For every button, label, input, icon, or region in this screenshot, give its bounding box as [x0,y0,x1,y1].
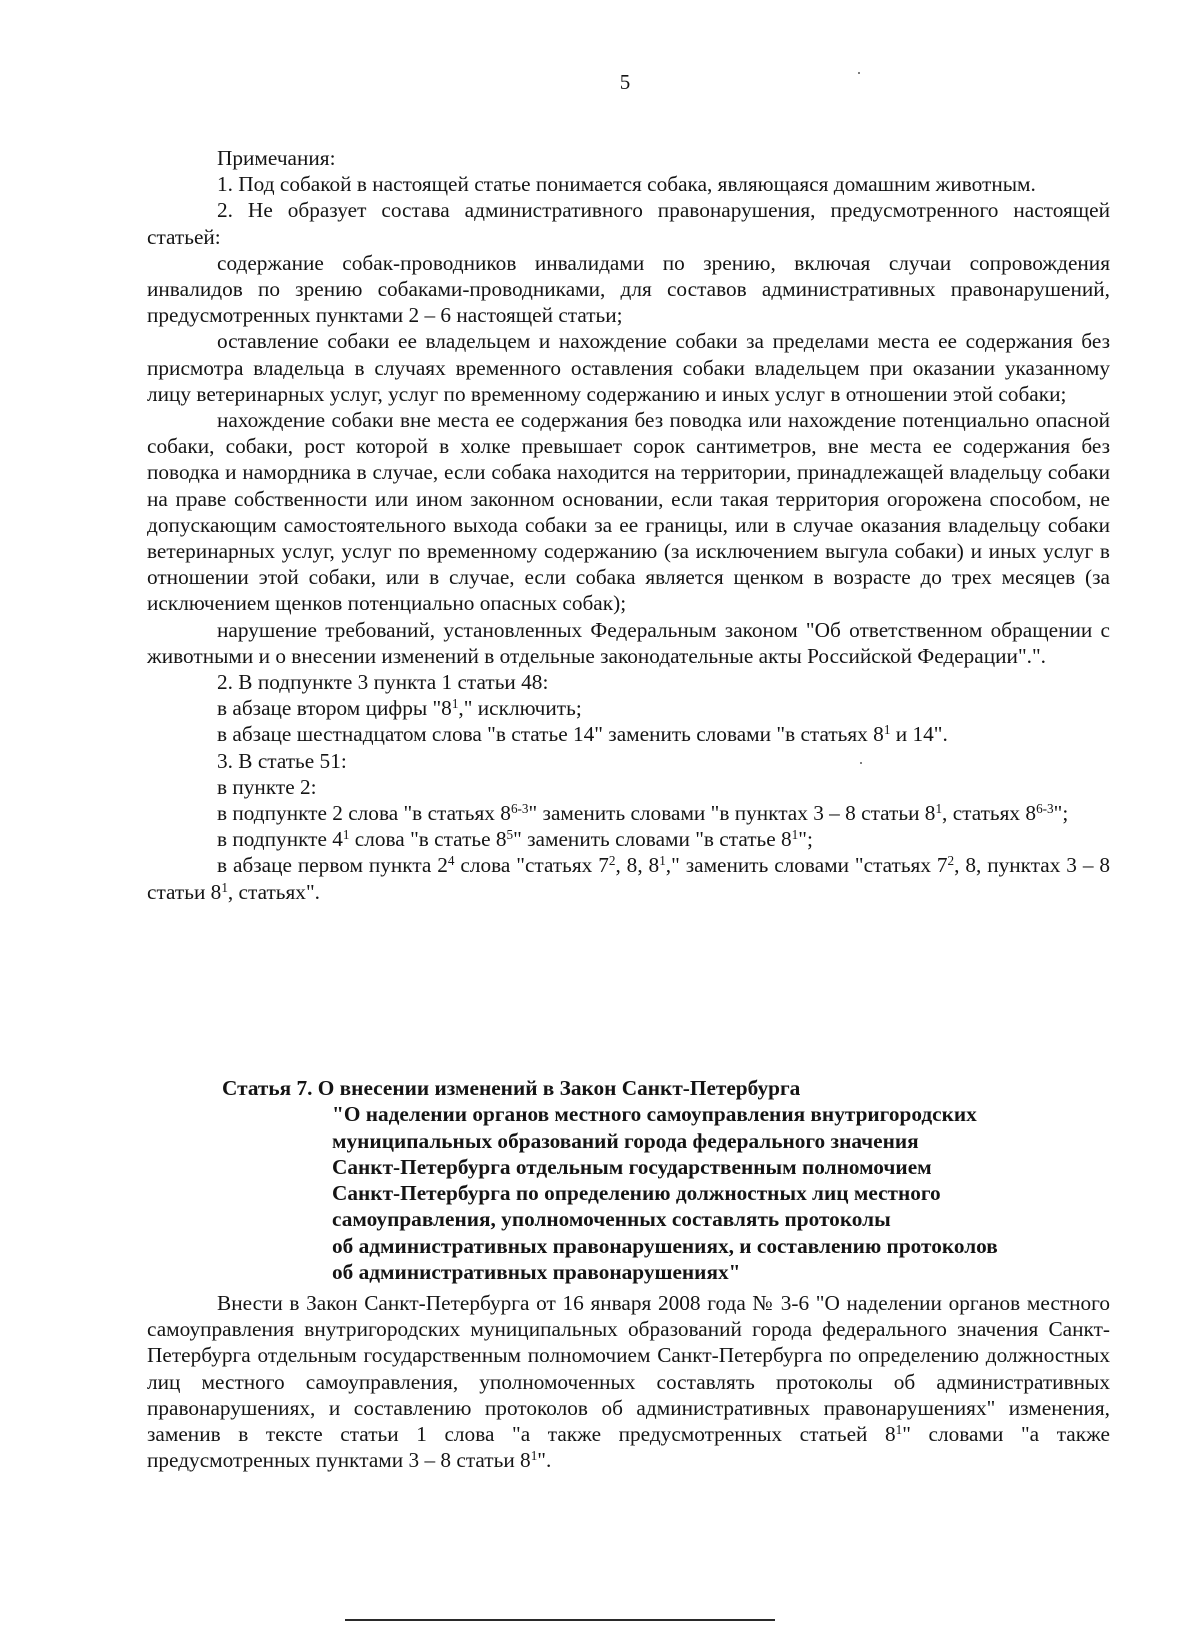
note-2: 2. Не образует состава административного правонарушения, предусмотренного настоящей статьей: [147,198,1110,249]
article-subtitle-line: об административных правонарушениях, и составлению протоколов [332,1233,998,1258]
scan-speck [858,72,860,74]
amendment-3: 3. В статье 51: [217,748,347,773]
article-title: Статья 7. О внесении изменений в Закон Санкт-Петербурга [222,1076,801,1100]
article-subtitle-line: муниципальных образований города федерального значения [332,1128,919,1153]
notes-section [147,145,1110,905]
article-7-body [147,1290,1110,1473]
article-subtitle-line: об административных правонарушениях" [332,1260,741,1285]
article-7-paragraph: Внести в Закон Санкт-Петербурга от 16 января 2008 года № 3-6 "О наделении органов местного самоуправления внутригородских муниципальных образований города федерального значения Санкт-Петербурга отдельным государственным полномочием Санкт-Петербурга по определению должностных лиц местного самоуправления, уполномоченных составлять протоколы об административных правонарушениях, и составлению протоколов об административных правонарушениях" изменения, заменив в тексте статьи 1 слова "а также предусмотренных статьей $8^1$" словами "а также предусмотренных пунктами 3 – 8 статьи $8^1$". [147,1291,1110,1473]
amendment-3-a: в подпункте 2 слова "в статьях 8$^{6-3}$" заменить словами "в пунктах 3 – 8 статьи $8^1$, статьях 8$^{6-3}$"; [217,800,1069,826]
note-2-item-guide-dogs: содержание собак-проводников инвалидами по зрению, включая случаи сопровождения инвалидов по зрению собаками-проводниками, для составов административных правонарушений, предусмотренных пунктами 2 – 6 настоящей статьи; [147,250,1110,328]
note-2-item-federal-law: нарушение требований, установленных Федеральным законом "Об ответственном обращении с животными и о внесении изменений в отдельные законодательные акты Российской Федерации".". [147,617,1110,668]
article-subtitle-line: Санкт-Петербурга по определению должностных лиц местного [332,1181,941,1206]
article-subtitle-line: самоуправления, уполномоченных составлять протоколы [332,1207,891,1232]
note-1: 1. Под собакой в настоящей статье понимается собака, являющаяся домашним животным. [217,172,1036,197]
article-subtitle-line: "О наделении органов местного самоуправления внутригородских [332,1102,977,1127]
amendment-2: 2. В подпункте 3 пункта 1 статьи 48: [217,670,549,695]
amendment-3-point: в пункте 2: [217,774,317,799]
amendment-3-c: в абзаце первом пункта $2^4$ слова "статьях $7^2$, 8, $8^1$," заменить словами "статьях $7^2$, 8, пунктах 3 – 8 статьи $8^1$, статьях". [147,853,1111,904]
scan-edge-line [345,1619,775,1621]
note-2-item-leash: нахождение собаки вне места ее содержания без поводка или нахождение потенциально опасной собаки, собаки, рост которой в холке превышает сорок сантиметров, вне места ее содержания без поводка и намордника в случае, если собака находится на территории, принадлежащей владельцу собаки на праве собственности или ином законном основании, если такая территория огорожена способом, не допускающим самостоятельного выхода собаки за ее границы, или в случае оказания владельцу собаки ветеринарных услуг, услуг по временному содержанию (за исключением выгула собаки) и иных услуг в отношении этой собаки, или в случае, если собака является щенком в возрасте до трех месяцев (за исключением щенков потенциально опасных собак); [147,408,1110,616]
page-number: 5 [619,70,631,94]
scan-speck [860,762,862,764]
amendment-2-a: в абзаце втором цифры "$8^1$," исключить; [217,696,582,721]
amendment-2-b: в абзаце шестнадцатом слова "в статье 14" заменить словами "в статьях $8^1$ и 14". [217,722,948,747]
article-7-heading [222,1075,1122,1285]
amendment-3-b: в подпункте $4^1$ слова "в статье $8^5$" заменить словами "в статье $8^1$"; [217,827,813,852]
notes-label: Примечания: [217,146,336,170]
article-subtitle-line: Санкт-Петербурга отдельным государственным полномочием [332,1154,932,1179]
note-2-item-vet-services: оставление собаки ее владельцем и нахождение собаки за пределами места ее содержания без присмотра владельца в случаях временного оставления собаки владельцем при оказании указанному лицу ветеринарных услуг, услуг по временному содержанию и иных услуг в отношении этой собаки; [147,329,1110,406]
